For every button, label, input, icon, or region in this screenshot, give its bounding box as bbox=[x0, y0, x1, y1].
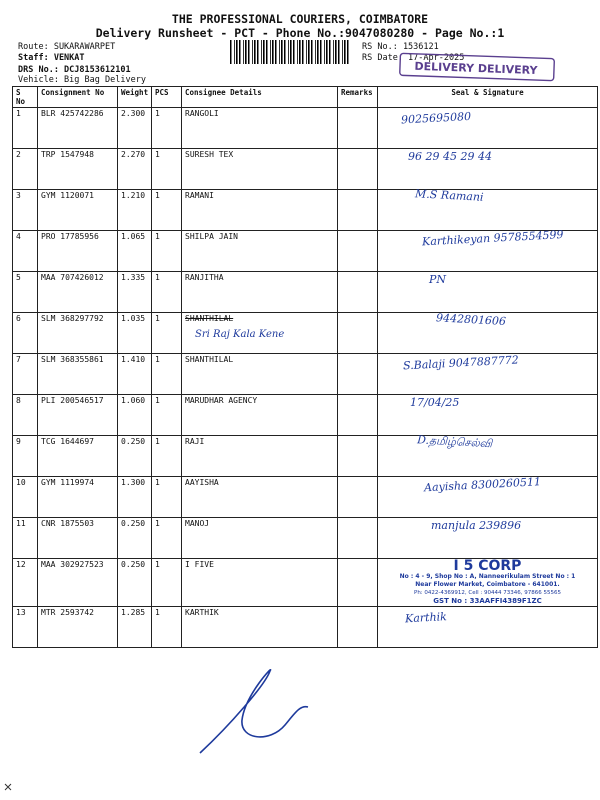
barcode-bar bbox=[299, 40, 301, 64]
table-row bbox=[13, 149, 598, 190]
cell-sno: 3 bbox=[13, 190, 38, 231]
cell-weight: 1.035 bbox=[118, 313, 152, 354]
company-title: THE PROFESSIONAL COURIERS, COIMBATORE bbox=[171, 12, 429, 26]
cell-pcs: 1 bbox=[152, 395, 182, 436]
cell-consignment: PRO 17785956 bbox=[38, 231, 118, 272]
cell-consignee bbox=[182, 190, 338, 231]
cell-consignee bbox=[182, 436, 338, 477]
table-row bbox=[13, 477, 598, 518]
barcode-bar bbox=[308, 40, 310, 64]
handwritten-signature: Karthikeyan 9578554599 bbox=[421, 228, 564, 249]
cell-consignee bbox=[182, 518, 338, 559]
cell-consignment: GYM 1120071 bbox=[38, 190, 118, 231]
handwritten-signature: 9442801606 bbox=[435, 311, 507, 328]
rs-no-label: RS No.: 1536121 bbox=[362, 42, 439, 52]
barcode-bar bbox=[230, 40, 232, 64]
table-row bbox=[13, 108, 598, 149]
consignee-name: SURESH TEX bbox=[185, 150, 234, 159]
consignee-name: SHANTHILAL bbox=[185, 314, 234, 323]
cell-consignee bbox=[182, 149, 338, 190]
barcode-bar bbox=[270, 40, 271, 64]
stamp-gst: GST No : 33AAFFI4389F1ZC bbox=[433, 597, 542, 605]
cell-consignment: CNR 1875503 bbox=[38, 518, 118, 559]
barcode-bar bbox=[335, 40, 337, 64]
cell-consignment: MAA 302927523 bbox=[38, 559, 118, 607]
barcode-bar bbox=[245, 40, 247, 64]
table-row bbox=[13, 559, 598, 607]
cell-pcs: 1 bbox=[152, 354, 182, 395]
consignee-name: MANOJ bbox=[185, 519, 210, 528]
cell-pcs: 1 bbox=[152, 477, 182, 518]
cell-remarks bbox=[338, 559, 378, 607]
staff-label: Staff: VENKAT bbox=[18, 53, 85, 63]
cell-remarks bbox=[338, 149, 378, 190]
table-row bbox=[13, 436, 598, 477]
barcode-bar bbox=[266, 40, 268, 64]
cell-consignee bbox=[182, 108, 338, 149]
consignee-name: RAMANI bbox=[185, 191, 214, 200]
handwritten-signature: manjula 239896 bbox=[431, 519, 522, 532]
consignee-name: RAJI bbox=[185, 437, 205, 446]
cell-consignee bbox=[182, 354, 338, 395]
cell-pcs: 1 bbox=[152, 559, 182, 607]
barcode-bar bbox=[297, 40, 298, 64]
barcode-bar bbox=[288, 40, 289, 64]
col-pcs: PCS bbox=[152, 87, 182, 108]
cell-sno: 5 bbox=[13, 272, 38, 313]
col-weight: Weight bbox=[118, 87, 152, 108]
barcode-bar bbox=[293, 40, 295, 64]
cell-pcs: 1 bbox=[152, 108, 182, 149]
consignee-name: SHANTHILAL bbox=[185, 355, 234, 364]
stamp-addr2: Near Flower Market, Coimbatore - 641001. bbox=[415, 581, 560, 588]
consignee-name: KARTHIK bbox=[185, 608, 219, 617]
cell-sno: 1 bbox=[13, 108, 38, 149]
delivery-stamp bbox=[398, 52, 558, 84]
route-label: Route: SUKARAWARPET bbox=[18, 42, 116, 52]
cell-consignment: TCG 1644697 bbox=[38, 436, 118, 477]
cell-signature bbox=[378, 149, 598, 190]
cell-remarks bbox=[338, 354, 378, 395]
cell-pcs: 1 bbox=[152, 149, 182, 190]
cell-signature bbox=[378, 433, 598, 477]
stamp-addr1: No : 4 - 9, Shop No : A, Nanneerikulam Street No : 1 bbox=[399, 573, 576, 580]
cell-signature bbox=[378, 187, 598, 231]
stamp-text: DELIVERY DELIVERY bbox=[414, 59, 538, 78]
cell-signature bbox=[378, 313, 598, 354]
table-row bbox=[13, 607, 598, 648]
handwritten-signature: PN bbox=[429, 273, 447, 286]
barcode-bar bbox=[344, 40, 346, 64]
barcode-bar bbox=[239, 40, 241, 64]
rs-date-label: RS Date: 17-Apr-2025 bbox=[362, 53, 465, 63]
cell-consignee bbox=[182, 477, 338, 518]
barcode-bar bbox=[263, 40, 265, 64]
col-signature: Seal & Signature bbox=[378, 87, 598, 108]
cell-consignment: MAA 707426012 bbox=[38, 272, 118, 313]
cell-pcs: 1 bbox=[152, 313, 182, 354]
cell-weight: 1.065 bbox=[118, 231, 152, 272]
barcode-bar bbox=[275, 40, 277, 64]
cell-pcs: 1 bbox=[152, 272, 182, 313]
cell-signature bbox=[378, 559, 598, 607]
cell-consignee bbox=[182, 272, 338, 313]
cell-consignee bbox=[182, 231, 338, 272]
cell-weight: 1.210 bbox=[118, 190, 152, 231]
table-row bbox=[13, 518, 598, 559]
consignee-name: AAYISHA bbox=[185, 478, 219, 487]
col-sno: S No bbox=[13, 87, 38, 108]
drs-label: DRS No.: DCJ8153612101 bbox=[18, 65, 131, 75]
barcode-bar bbox=[279, 40, 280, 64]
barcode-bar bbox=[290, 40, 292, 64]
cell-consignee bbox=[182, 313, 338, 354]
cell-signature bbox=[378, 108, 598, 149]
cell-sno: 10 bbox=[13, 477, 38, 518]
cell-pcs: 1 bbox=[152, 518, 182, 559]
cell-remarks bbox=[338, 436, 378, 477]
cell-pcs: 1 bbox=[152, 607, 182, 648]
cell-consignment: PLI 200546517 bbox=[38, 395, 118, 436]
corp-stamp bbox=[381, 560, 594, 605]
cell-remarks bbox=[338, 190, 378, 231]
cell-consignment: TRP 1547948 bbox=[38, 149, 118, 190]
cell-weight: 1.060 bbox=[118, 395, 152, 436]
cell-sno: 9 bbox=[13, 436, 38, 477]
table-row bbox=[13, 231, 598, 272]
col-consignment: Consignment No bbox=[38, 87, 118, 108]
cell-sno: 13 bbox=[13, 607, 38, 648]
consignee-name: I FIVE bbox=[185, 560, 214, 569]
barcode-bar bbox=[320, 40, 322, 64]
cell-consignee bbox=[182, 559, 338, 607]
cell-consignee bbox=[182, 607, 338, 648]
barcode-bar bbox=[317, 40, 319, 64]
handwritten-signature: S.Balaji 9047887772 bbox=[402, 353, 520, 373]
cell-remarks bbox=[338, 477, 378, 518]
cell-sno: 4 bbox=[13, 231, 38, 272]
stamp-phone: Ph: 0422-4369912, Cell : 90444 73346, 97866 55565 bbox=[414, 590, 561, 596]
cell-sno: 11 bbox=[13, 518, 38, 559]
table-row bbox=[13, 190, 598, 231]
barcode-bar bbox=[254, 40, 256, 64]
cell-weight: 1.300 bbox=[118, 477, 152, 518]
cell-consignment: GYM 1119974 bbox=[38, 477, 118, 518]
cell-signature bbox=[378, 228, 598, 272]
barcode-bar bbox=[342, 40, 343, 64]
consignee-name: SHILPA JAIN bbox=[185, 232, 238, 241]
handwritten-signature: D.தமிழ்செல்வி bbox=[416, 433, 493, 451]
cell-weight: 2.300 bbox=[118, 108, 152, 149]
barcode-bar bbox=[281, 40, 283, 64]
cell-weight: 1.285 bbox=[118, 607, 152, 648]
barcode-bar bbox=[261, 40, 262, 64]
consignee-name: MARUDHAR AGENCY bbox=[185, 396, 258, 405]
stamp-name: I 5 CORP bbox=[453, 558, 522, 574]
col-remarks: Remarks bbox=[338, 87, 378, 108]
cell-sno: 7 bbox=[13, 354, 38, 395]
cell-pcs: 1 bbox=[152, 231, 182, 272]
barcode bbox=[230, 40, 350, 64]
barcode-bar bbox=[315, 40, 316, 64]
cell-weight: 0.250 bbox=[118, 436, 152, 477]
handwritten-note: Sri Raj Kala Kene bbox=[195, 329, 285, 340]
corner-mark bbox=[4, 783, 12, 791]
barcode-bar bbox=[326, 40, 328, 64]
cell-weight: 1.410 bbox=[118, 354, 152, 395]
cell-remarks bbox=[338, 607, 378, 648]
cell-weight: 2.270 bbox=[118, 149, 152, 190]
cell-remarks bbox=[338, 395, 378, 436]
handwritten-signature: 9025695080 bbox=[400, 109, 472, 127]
cell-consignee bbox=[182, 395, 338, 436]
cell-sno: 12 bbox=[13, 559, 38, 607]
cell-signature bbox=[378, 354, 598, 395]
courier-signature bbox=[190, 665, 320, 760]
barcode-bar bbox=[311, 40, 313, 64]
cell-pcs: 1 bbox=[152, 190, 182, 231]
handwritten-signature: 96 29 45 29 44 bbox=[408, 150, 492, 163]
cell-weight: 0.250 bbox=[118, 518, 152, 559]
cell-remarks bbox=[338, 518, 378, 559]
table-row bbox=[13, 272, 598, 313]
barcode-bar bbox=[252, 40, 253, 64]
runsheet-table bbox=[12, 86, 598, 648]
barcode-bar bbox=[257, 40, 259, 64]
cell-sno: 2 bbox=[13, 149, 38, 190]
barcode-bar bbox=[329, 40, 331, 64]
consignee-name: RANGOLI bbox=[185, 109, 219, 118]
cell-remarks bbox=[338, 108, 378, 149]
handwritten-signature: 17/04/25 bbox=[410, 396, 460, 409]
barcode-bar bbox=[347, 40, 349, 64]
barcode-bar bbox=[248, 40, 250, 64]
col-consignee: Consignee Details bbox=[182, 87, 338, 108]
handwritten-signature: M.S Ramani bbox=[414, 187, 484, 204]
cell-signature bbox=[378, 395, 598, 436]
cell-sno: 6 bbox=[13, 313, 38, 354]
runsheet-title: Delivery Runsheet - PCT - Phone No.:9047080280 - Page No.:1 bbox=[95, 26, 505, 40]
barcode-bar bbox=[234, 40, 235, 64]
handwritten-signature: Aayisha 8300260511 bbox=[423, 475, 542, 495]
cell-consignment: SLM 368297792 bbox=[38, 313, 118, 354]
consignee-name: RANJITHA bbox=[185, 273, 224, 282]
barcode-bar bbox=[243, 40, 244, 64]
table-header-row bbox=[13, 87, 598, 108]
barcode-bar bbox=[272, 40, 274, 64]
barcode-bar bbox=[284, 40, 286, 64]
barcode-bar bbox=[333, 40, 334, 64]
barcode-bar bbox=[236, 40, 238, 64]
barcode-bar bbox=[306, 40, 307, 64]
cell-signature bbox=[378, 272, 598, 313]
table-row bbox=[13, 354, 598, 395]
barcode-bar bbox=[324, 40, 325, 64]
cell-remarks bbox=[338, 231, 378, 272]
vehicle-label: Vehicle: Big Bag Delivery bbox=[18, 75, 146, 85]
cell-remarks bbox=[338, 313, 378, 354]
table-row bbox=[13, 395, 598, 436]
handwritten-signature: Karthik bbox=[404, 610, 448, 626]
cell-weight: 0.250 bbox=[118, 559, 152, 607]
cell-signature bbox=[378, 477, 598, 518]
cell-signature bbox=[378, 607, 598, 648]
table-row bbox=[13, 313, 598, 354]
cell-consignment: MTR 2593742 bbox=[38, 607, 118, 648]
cell-consignment: BLR 425742286 bbox=[38, 108, 118, 149]
cell-signature bbox=[378, 518, 598, 559]
barcode-bar bbox=[302, 40, 304, 64]
cell-consignment: SLM 368355861 bbox=[38, 354, 118, 395]
cell-pcs: 1 bbox=[152, 436, 182, 477]
cell-weight: 1.335 bbox=[118, 272, 152, 313]
cell-sno: 8 bbox=[13, 395, 38, 436]
cell-remarks bbox=[338, 272, 378, 313]
barcode-bar bbox=[338, 40, 340, 64]
